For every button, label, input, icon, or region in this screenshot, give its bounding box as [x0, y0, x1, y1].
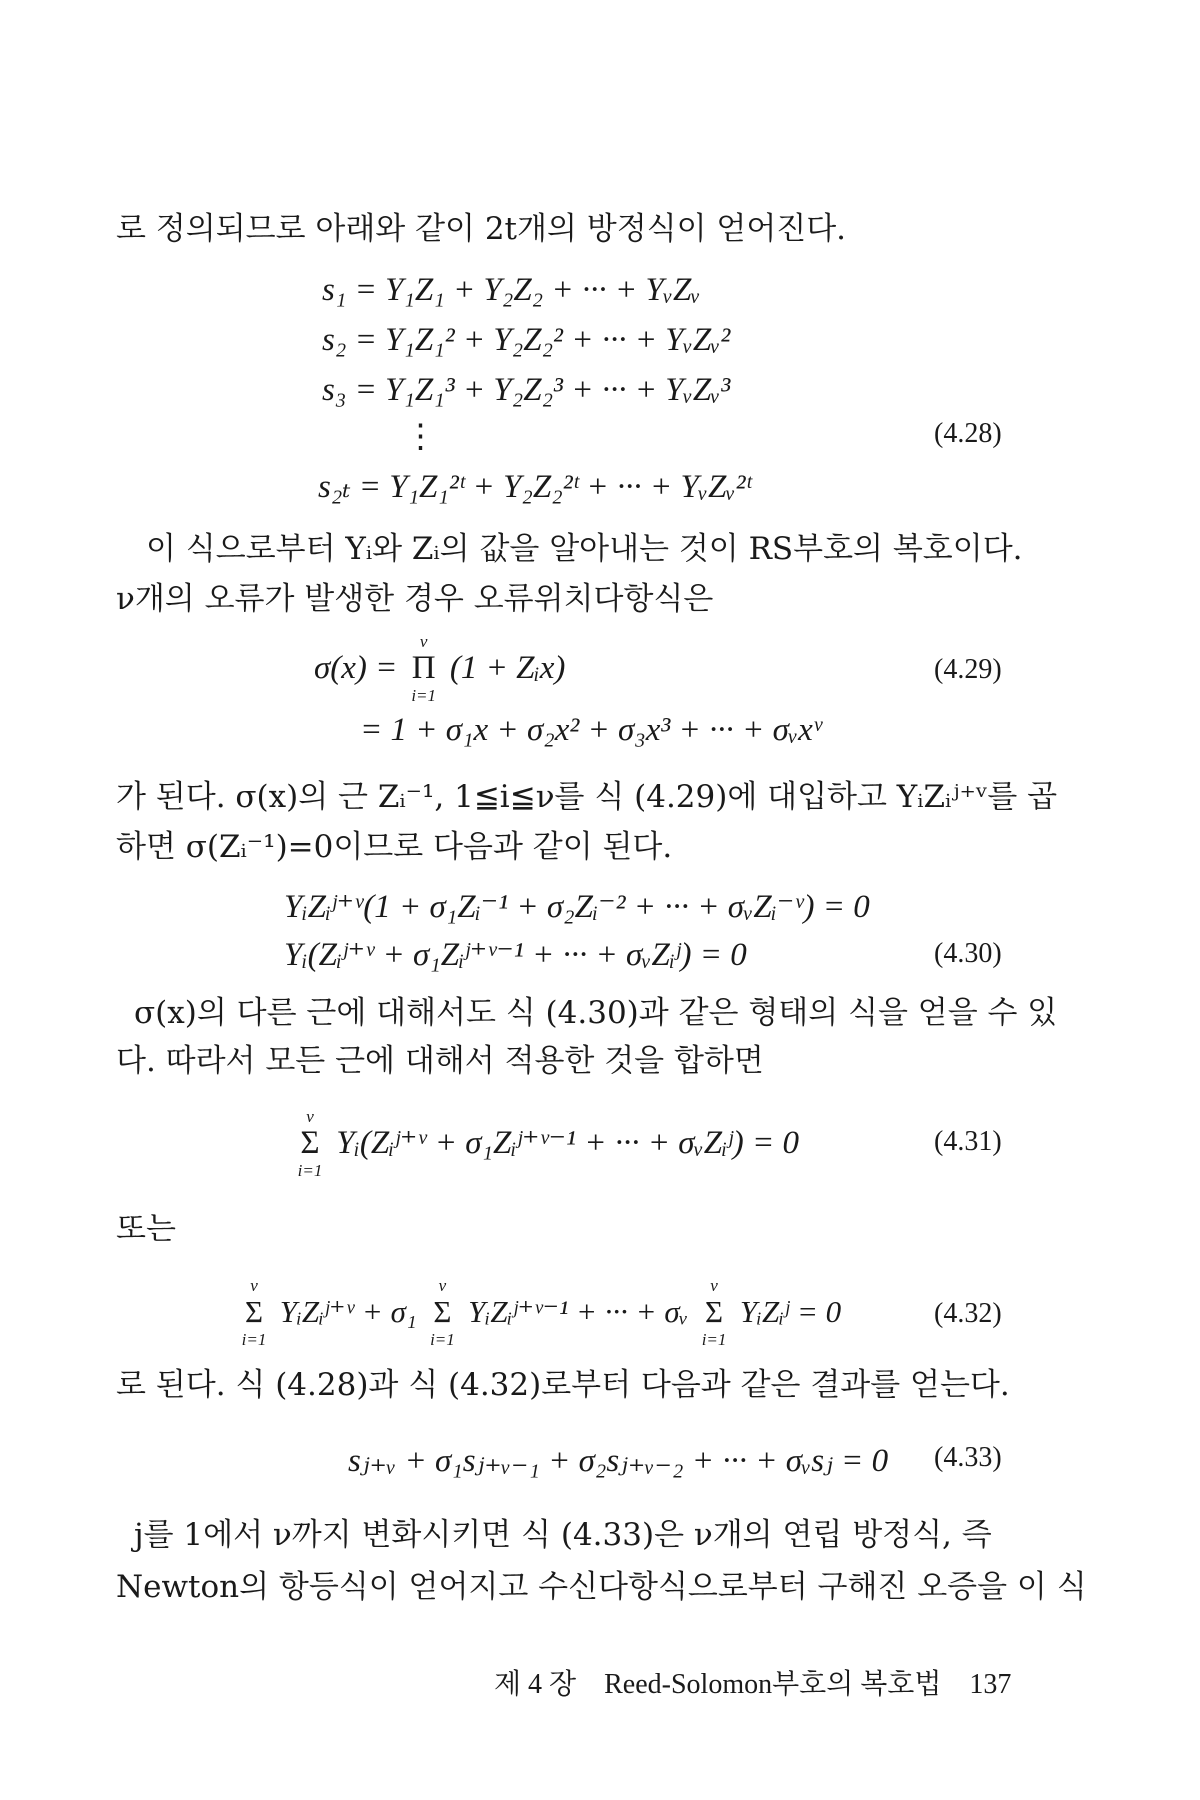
- summation-operator: [236, 1276, 272, 1349]
- equation-4-28-line-3: s₃ = Y₁Z₁³ + Y₂Z₂³ + ··· + YᵥZᵥ³: [322, 372, 731, 408]
- paragraph-line-5: 하면 σ(Zᵢ⁻¹)=0이므로 다음과 같이 된다.: [116, 829, 673, 865]
- equation-4-29-lhs: σ(x) =: [314, 650, 398, 686]
- equation-number-4-31: (4.31): [934, 1126, 1002, 1157]
- summation-upper-limit: ν: [438, 1276, 447, 1295]
- summation-upper-limit: ν: [306, 1107, 314, 1126]
- equation-number-4-28: (4.28): [934, 418, 1002, 449]
- equation-4-28-vertical-dots: ⋮: [404, 419, 437, 455]
- summation-upper-limit: ν: [250, 1276, 258, 1295]
- paragraph-line-6: σ(x)의 다른 근에 대해서도 식 (4.30)과 같은 형태의 식을 얻을 수 있: [134, 995, 1058, 1031]
- equation-4-28-line-4: s₂ₜ = Y₁Z₁²ᵗ + Y₂Z₂²ᵗ + ··· + YᵥZᵥ²ᵗ: [318, 469, 752, 505]
- equation-4-29-line-2: = 1 + σ₁x + σ₂x² + σ₃x³ + ··· + σᵥxᵛ: [360, 712, 822, 748]
- footer-title: Reed-Solomon부호의 복호법: [604, 1669, 942, 1700]
- summation-symbol: Σ: [300, 1125, 320, 1161]
- equation-number-4-30: (4.30): [934, 938, 1002, 969]
- summation-symbol: Σ: [705, 1294, 724, 1329]
- equation-4-30-line-1: YᵢZᵢʲ⁺ᵛ(1 + σ₁Zᵢ⁻¹ + σ₂Zᵢ⁻² + ··· + σᵥZᵢ⁻ᵛ) = 0: [284, 889, 870, 925]
- summation-upper-limit: ν: [710, 1276, 718, 1295]
- summation-operator: [424, 1276, 460, 1349]
- paragraph-line-11: Newton의 항등식이 얻어지고 수신다항식으로부터 구해진 오증을 이 식: [116, 1569, 1087, 1605]
- equation-4-30-line-2: Yᵢ(Zᵢʲ⁺ᵛ + σ₁Zᵢʲ⁺ᵛ⁻¹ + ··· + σᵥZᵢʲ) = 0: [284, 937, 747, 973]
- equation-4-29-factor: (1 + Zᵢx): [449, 650, 566, 686]
- paragraph-line-7: 다. 따라서 모든 근에 대해서 적용한 것을 합하면: [116, 1043, 764, 1079]
- footer-chapter: 제 4 장: [494, 1669, 577, 1700]
- paragraph-line-8: 또는: [116, 1211, 176, 1247]
- equation-4-32: [236, 1276, 842, 1349]
- equation-number-4-33: (4.33): [934, 1442, 1002, 1473]
- equation-number-4-32: (4.32): [934, 1298, 1002, 1329]
- equation-4-28-line-1: s₁ = Y₁Z₁ + Y₂Z₂ + ··· + YᵥZᵥ: [322, 272, 701, 308]
- summation-operator: [696, 1276, 732, 1349]
- paragraph-line-3: ν개의 오류가 발생한 경우 오류위치다항식은: [116, 581, 714, 617]
- equation-4-28-line-2: s₂ = Y₁Z₁² + Y₂Z₂² + ··· + YᵥZᵥ²: [322, 322, 731, 358]
- page-number: 137: [969, 1669, 1012, 1700]
- equation-4-29-line-1: [314, 632, 566, 705]
- summation-lower-limit: i=1: [297, 1161, 323, 1180]
- product-symbol: Π: [411, 650, 436, 686]
- product-operator: [406, 632, 442, 705]
- equation-4-32-term-2: YᵢZᵢʲ⁺ᵛ⁻¹ + ··· + σᵥ: [468, 1294, 689, 1329]
- product-upper-limit: ν: [419, 632, 428, 651]
- summation-operator: [292, 1107, 328, 1180]
- paragraph-line-2: 이 식으로부터 Yᵢ와 Zᵢ의 값을 알아내는 것이 RS부호의 복호이다.: [146, 531, 1023, 567]
- summation-lower-limit: i=1: [241, 1330, 267, 1349]
- summation-symbol: Σ: [433, 1294, 452, 1329]
- paragraph-line-4: 가 된다. σ(x)의 근 Zᵢ⁻¹, 1≦i≦ν를 식 (4.29)에 대입하고 YᵢZᵢʲ⁺ᵛ를 곱: [116, 779, 1058, 815]
- paragraph-line-9: 로 된다. 식 (4.28)과 식 (4.32)로부터 다음과 같은 결과를 얻는다.: [116, 1367, 1010, 1403]
- equation-4-33: sⱼ₊ᵥ + σ₁sⱼ₊ᵥ₋₁ + σ₂sⱼ₊ᵥ₋₂ + ··· + σᵥsⱼ = 0: [348, 1443, 889, 1479]
- equation-4-32-term-1: YᵢZᵢʲ⁺ᵛ + σ₁: [279, 1294, 417, 1329]
- running-footer: [494, 1662, 1011, 1702]
- summation-symbol: Σ: [244, 1294, 264, 1329]
- equation-number-4-29: (4.29): [934, 654, 1002, 685]
- paragraph-line-1: 로 정의되므로 아래와 같이 2t개의 방정식이 얻어진다.: [116, 211, 847, 247]
- paragraph-line-10: j를 1에서 ν까지 변화시키면 식 (4.33)은 ν개의 연립 방정식, 즉: [134, 1517, 992, 1553]
- product-lower-limit: i=1: [411, 686, 437, 705]
- summation-lower-limit: i=1: [701, 1330, 727, 1349]
- equation-4-32-term-3: YᵢZᵢʲ = 0: [739, 1294, 842, 1329]
- equation-4-31: [292, 1107, 800, 1180]
- equation-4-31-body: Yᵢ(Zᵢʲ⁺ᵛ + σ₁Zᵢʲ⁺ᵛ⁻¹ + ··· + σᵥZᵢʲ) = 0: [336, 1125, 800, 1161]
- summation-lower-limit: i=1: [430, 1330, 455, 1349]
